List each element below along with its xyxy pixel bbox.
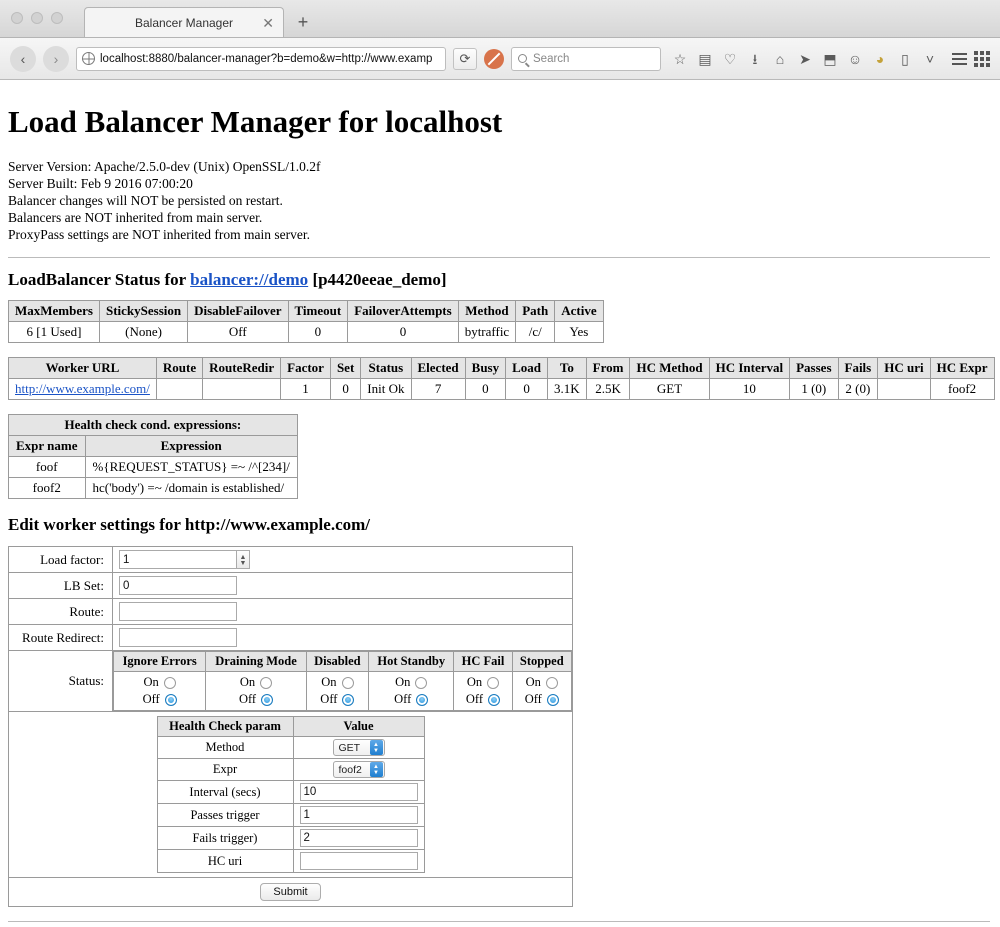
status-table [113,651,572,711]
cell-expression: hc('body') =~ /domain is established/ [85,478,297,499]
cell-hc-uri [878,379,930,400]
smiley-icon[interactable]: ☺ [847,50,863,67]
col-worker-url: Worker URL [9,358,157,379]
hc-fails-input[interactable] [300,829,418,847]
col-hc-interval: HC Interval [709,358,790,379]
hc-method-select[interactable] [333,739,385,756]
hc-expr-value: foof2 [338,763,362,776]
cell-path: /c/ [516,322,555,343]
reload-button[interactable]: ⟳ [453,48,477,70]
forward-button[interactable]: › [43,46,69,72]
off-label: Off [465,692,484,706]
col-set: Set [330,358,360,379]
search-input[interactable] [511,47,661,71]
stopped-on-option[interactable] [519,674,565,691]
search-icon [518,54,527,63]
hc-interval-label: Interval (secs) [157,781,293,804]
radio-icon[interactable] [165,694,177,706]
form-row-health-check [9,712,573,878]
col-routeredir: RouteRedir [203,358,281,379]
download-icon[interactable]: ⭳ [752,50,758,67]
table-row [157,827,424,850]
table-row [114,672,572,711]
table-row [157,804,424,827]
home-icon[interactable]: ⌂ [775,50,785,67]
col-stickysession: StickySession [99,301,187,322]
divider-top [8,257,990,258]
col-expr-name: Expr name [9,436,86,457]
tab-title: Balancer Manager [134,15,234,30]
radio-icon[interactable] [261,694,273,706]
cell-stickysession: (None) [99,322,187,343]
radio-icon[interactable] [488,694,500,706]
col-method: Method [458,301,516,322]
col-route: Route [156,358,202,379]
hc-method-value: GET [338,741,361,754]
off-label: Off [320,692,338,706]
chevron-down-icon[interactable]: ˅ [925,50,935,67]
col-hc-uri: HC uri [878,358,930,379]
lb-set-label: LB Set: [9,573,113,599]
cell-failoverattempts: 0 [348,322,458,343]
hc-passes-label: Passes trigger [157,804,293,827]
table-header-row [114,652,572,672]
col-elected: Elected [411,358,465,379]
hc-passes-cell [293,804,424,827]
tab-close-icon[interactable]: ✕ [262,14,274,31]
globe-icon [82,52,95,65]
col-stopped: Stopped [512,652,571,672]
col-disablefailover: DisableFailover [188,301,288,322]
page-content [0,80,1000,927]
search-placeholder: Search [533,52,570,65]
radio-icon[interactable] [342,677,354,689]
table-row [157,759,424,781]
col-hc-expr: HC Expr [930,358,994,379]
table-row [157,850,424,873]
window-controls[interactable] [11,12,63,24]
col-busy: Busy [465,358,505,379]
cell-ignore-errors [114,672,206,711]
cell-routeredir [203,379,281,400]
cell-hc-expr: foof2 [930,379,994,400]
table-header-row [9,436,298,457]
noscript-icon[interactable] [484,49,504,69]
cell-method: bytraffic [458,322,516,343]
radio-icon[interactable] [416,694,428,706]
server-info [8,158,990,243]
table-row [9,379,995,400]
cell-maxmembers: 6 [1 Used] [9,322,100,343]
off-label: Off [524,692,542,706]
battery-icon[interactable]: ▯ [901,50,909,67]
table-row [9,322,604,343]
off-label: Off [142,692,160,706]
cell-active: Yes [555,322,603,343]
load-factor-label: Load factor: [9,547,113,573]
draining-mode-on-option[interactable] [212,674,299,691]
col-maxmembers: MaxMembers [9,301,100,322]
cell-busy: 0 [465,379,505,400]
cell-elected: 7 [411,379,465,400]
col-path: Path [516,301,555,322]
form-row-load-factor [9,547,573,573]
pocket-icon[interactable]: ⬒ [823,50,837,67]
disabled-on-option[interactable] [313,674,362,691]
status-cell [113,651,573,712]
hc-fail-off-option[interactable] [460,691,505,708]
cell-set: 0 [330,379,360,400]
hc-expr-label: Expr [157,759,293,781]
off-label: Off [394,692,412,706]
radio-icon[interactable] [415,677,427,689]
cell-hc-fail [454,672,512,711]
col-active: Active [555,301,603,322]
table-row [157,781,424,804]
form-row-lb-set [9,573,573,599]
route-redirect-label: Route Redirect: [9,625,113,651]
col-hot-standby: Hot Standby [369,652,454,672]
minimize-window-button[interactable] [31,12,43,24]
hot-standby-on-option[interactable] [375,674,447,691]
chevron-updown-icon: ▲ ▼ [370,762,383,777]
cell-factor: 1 [281,379,331,400]
table-header-row [157,717,424,737]
radio-icon[interactable] [260,677,272,689]
col-hc-param: Health Check param [157,717,293,737]
col-factor: Factor [281,358,331,379]
col-status: Status [361,358,411,379]
divider-bottom [8,921,990,922]
cell-hc-method: GET [630,379,709,400]
paint-icon[interactable]: ◕ [875,50,885,67]
load-factor-stepper[interactable] [119,550,250,569]
balancer-heading-prefix: LoadBalancer Status for [8,270,191,289]
cell-draining-mode [206,672,306,711]
address-bar[interactable] [76,47,446,71]
col-hc-method: HC Method [630,358,709,379]
stepper-arrows-icon[interactable]: ▲ ▼ [237,550,250,569]
submit-cell [9,878,573,907]
persist-note: Balancer changes will NOT be persisted on restart. [8,193,283,208]
table-caption-row [9,415,298,436]
cell-worker-url [9,379,157,400]
col-from: From [586,358,630,379]
on-label: On [239,675,256,689]
draining-mode-off-option[interactable] [212,691,299,708]
chevron-updown-icon: ▲ ▼ [370,740,383,755]
server-version: Server Version: Apache/2.5.0-dev (Unix) OpenSSL/1.0.2f [8,159,321,174]
new-tab-button[interactable]: + [297,12,309,32]
hc-fails-cell [293,827,424,850]
tab-strip [84,0,312,37]
shield-icon[interactable]: ♡ [723,50,737,67]
cell-status: Init Ok [361,379,411,400]
form-row-route [9,599,573,625]
on-label: On [395,675,411,689]
route-cell [113,599,573,625]
hc-expressions-caption: Health check cond. expressions: [9,415,298,436]
load-factor-cell [113,547,573,573]
hc-interval-cell [293,781,424,804]
col-disabled: Disabled [306,652,368,672]
form-row-route-redirect [9,625,573,651]
cell-expr-name: foof [9,457,86,478]
cell-to: 3.1K [548,379,587,400]
on-label: On [466,675,483,689]
col-hc-value: Value [293,717,424,737]
radio-icon[interactable] [487,677,499,689]
table-header-row [9,358,995,379]
table-header-row [9,301,604,322]
browser-titlebar [0,0,1000,38]
table-row [157,737,424,759]
balancer-link[interactable]: balancer://demo [190,270,309,289]
col-failoverattempts: FailoverAttempts [348,301,458,322]
send-icon[interactable]: ➤ [799,50,811,67]
hc-method-label: Method [157,737,293,759]
col-load: Load [506,358,548,379]
page-title: Load Balancer Manager for localhost [8,104,503,139]
route-redirect-cell [113,625,573,651]
star-icon[interactable]: ☆ [673,50,687,67]
apps-grid-icon[interactable] [974,51,990,67]
ignore-errors-on-option[interactable] [120,674,199,691]
submit-button[interactable]: Submit [260,883,320,901]
col-to: To [548,358,587,379]
col-fails: Fails [838,358,878,379]
load-factor-input[interactable] [119,550,237,569]
worker-url-link[interactable]: http://www.example.com/ [15,381,150,396]
browser-toolbar [0,38,1000,80]
route-label: Route: [9,599,113,625]
hc-fail-on-option[interactable] [460,674,505,691]
tab-balancer-manager[interactable] [84,7,284,37]
hc-interval-input[interactable] [300,783,418,801]
hc-uri-label: HC uri [157,850,293,873]
on-label: On [321,675,337,689]
balancer-heading [8,270,990,290]
cell-fails: 2 (0) [838,379,878,400]
lb-set-input[interactable] [119,576,237,595]
radio-icon[interactable] [546,677,558,689]
hc-uri-input[interactable] [300,852,418,870]
address-bar-text: localhost:8880/balancer-manager?b=demo&w=http://www.examp [100,52,433,65]
close-window-button[interactable] [11,12,23,24]
route-input[interactable] [119,602,237,621]
on-label: On [143,675,159,689]
col-passes: Passes [790,358,838,379]
hc-fails-label: Fails trigger) [157,827,293,850]
cell-stopped [512,672,571,711]
hot-standby-off-option[interactable] [375,691,447,708]
hc-expr-select[interactable] [333,761,385,778]
back-button[interactable]: ‹ [10,46,36,72]
hc-method-cell [293,737,424,759]
lb-set-cell [113,573,573,599]
cell-timeout: 0 [288,322,348,343]
table-row [9,478,298,499]
off-label: Off [238,692,257,706]
health-check-params-cell [9,712,573,878]
balancer-status-table [8,300,604,343]
disabled-off-option[interactable] [313,691,362,708]
on-label: On [525,675,541,689]
col-hc-fail: HC Fail [454,652,512,672]
form-row-submit [9,878,573,907]
col-draining-mode: Draining Mode [206,652,306,672]
cell-expr-name: foof2 [9,478,86,499]
balancer-heading-suffix: [p4420eeae_demo] [308,270,447,289]
stopped-off-option[interactable] [519,691,565,708]
health-check-expressions-table [8,414,298,499]
col-timeout: Timeout [288,301,348,322]
cell-from: 2.5K [586,379,630,400]
table-row [9,457,298,478]
radio-icon[interactable] [164,677,176,689]
form-row-status [9,651,573,712]
radio-icon[interactable] [342,694,354,706]
cell-passes: 1 (0) [790,379,838,400]
zoom-window-button[interactable] [51,12,63,24]
col-expression: Expression [85,436,297,457]
proxypass-note: ProxyPass settings are NOT inherited from main server. [8,227,310,242]
inherit-note: Balancers are NOT inherited from main server. [8,210,263,225]
cell-disabled [306,672,368,711]
hc-expr-cell [293,759,424,781]
toolbar-icons [672,52,938,66]
hc-passes-input[interactable] [300,806,418,824]
route-redirect-input[interactable] [119,628,237,647]
cell-hc-interval: 10 [709,379,790,400]
hc-uri-cell [293,850,424,873]
health-check-params-table [157,716,425,873]
cell-hot-standby [369,672,454,711]
menu-icon[interactable] [952,53,967,65]
worker-settings-form [8,546,573,907]
reader-icon[interactable]: ▤ [698,50,712,67]
server-built: Server Built: Feb 9 2016 07:00:20 [8,176,193,191]
radio-icon[interactable] [547,694,559,706]
cell-expression: %{REQUEST_STATUS} =~ /^[234]/ [85,457,297,478]
worker-table [8,357,995,400]
cell-load: 0 [506,379,548,400]
status-label: Status: [9,651,113,712]
ignore-errors-off-option[interactable] [120,691,199,708]
col-ignore-errors: Ignore Errors [114,652,206,672]
cell-disablefailover: Off [188,322,288,343]
edit-worker-heading: Edit worker settings for http://www.example.com/ [8,515,371,534]
cell-route [156,379,202,400]
